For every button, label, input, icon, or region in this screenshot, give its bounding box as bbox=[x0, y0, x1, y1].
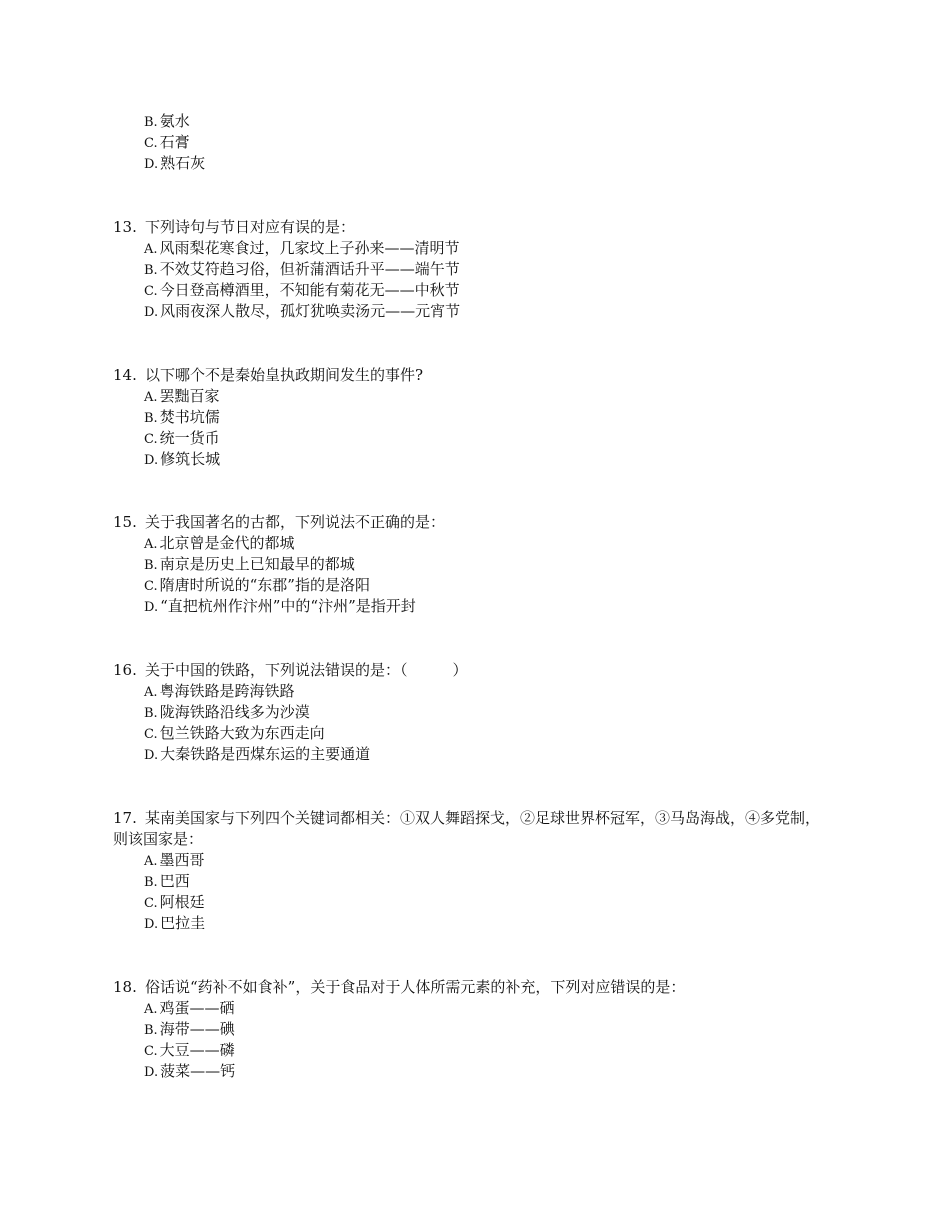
option-c: C. 统一货币 bbox=[144, 429, 220, 447]
option-a: A. 墨西哥 bbox=[144, 851, 205, 869]
option-a: A. 罢黜百家 bbox=[144, 387, 220, 405]
option-d: D. “直把杭州作汴州”中的“汴州”是指开封 bbox=[144, 597, 416, 615]
question-14 bbox=[113, 365, 833, 470]
option-a: A. 鸡蛋——硒 bbox=[144, 999, 235, 1017]
option-d: D. 风雨夜深人散尽，孤灯犹唤卖汤元——元宵节 bbox=[144, 302, 461, 320]
option-d: D. 菠菜——钙 bbox=[144, 1062, 236, 1080]
option-c: C. 阿根廷 bbox=[144, 893, 205, 911]
question-18 bbox=[113, 977, 833, 1082]
option-c: C. 今日登高樽酒里，不知能有菊花无——中秋节 bbox=[144, 281, 460, 299]
question-stem: 16. 关于中国的铁路，下列说法错误的是：（ ） bbox=[113, 661, 468, 679]
option-a: A. 北京曾是金代的都城 bbox=[144, 534, 295, 552]
option-c: C. 石膏 bbox=[144, 133, 190, 151]
option-a: A. 风雨梨花寒食过，几家坟上子孙来——清明节 bbox=[144, 239, 460, 257]
option-b: B. 巴西 bbox=[144, 872, 190, 890]
option-b: B. 氨水 bbox=[144, 112, 190, 130]
option-b: B. 焚书坑儒 bbox=[144, 408, 220, 426]
question-15 bbox=[113, 512, 833, 617]
question-16 bbox=[113, 660, 833, 765]
question-stem: 13. 下列诗句与节日对应有误的是： bbox=[113, 218, 356, 236]
question-stem: 15. 关于我国著名的古都，下列说法不正确的是： bbox=[113, 513, 446, 531]
question-stem: 18. 俗话说“药补不如食补”，关于食品对于人体所需元素的补充，下列对应错误的是： bbox=[113, 978, 686, 996]
option-d: D. 熟石灰 bbox=[144, 154, 206, 172]
question-17 bbox=[113, 808, 833, 934]
option-b: B. 不效艾符趋习俗，但祈蒲酒话升平——端午节 bbox=[144, 260, 460, 278]
option-b: B. 海带——碘 bbox=[144, 1020, 235, 1038]
option-b: B. 南京是历史上已知最早的都城 bbox=[144, 555, 355, 573]
question-stem: 17. 某南美国家与下列四个关键词都相关：①双人舞蹈探戈，②足球世界杯冠军，③马岛海战，④多党制，则该国家是： bbox=[113, 809, 821, 848]
question-13 bbox=[113, 217, 833, 322]
option-b: B. 陇海铁路沿线多为沙漠 bbox=[144, 703, 310, 721]
option-c: C. 包兰铁路大致为东西走向 bbox=[144, 724, 325, 742]
option-a: A. 粤海铁路是跨海铁路 bbox=[144, 682, 295, 700]
option-c: C. 大豆——磷 bbox=[144, 1041, 235, 1059]
option-c: C. 隋唐时所说的“东郡”指的是洛阳 bbox=[144, 576, 370, 594]
option-d: D. 大秦铁路是西煤东运的主要通道 bbox=[144, 745, 371, 763]
option-d: D. 修筑长城 bbox=[144, 450, 221, 468]
question-stem: 14. 以下哪个不是秦始皇执政期间发生的事件? bbox=[113, 366, 424, 384]
question-12-continuation bbox=[113, 111, 833, 174]
option-d: D. 巴拉圭 bbox=[144, 914, 206, 932]
